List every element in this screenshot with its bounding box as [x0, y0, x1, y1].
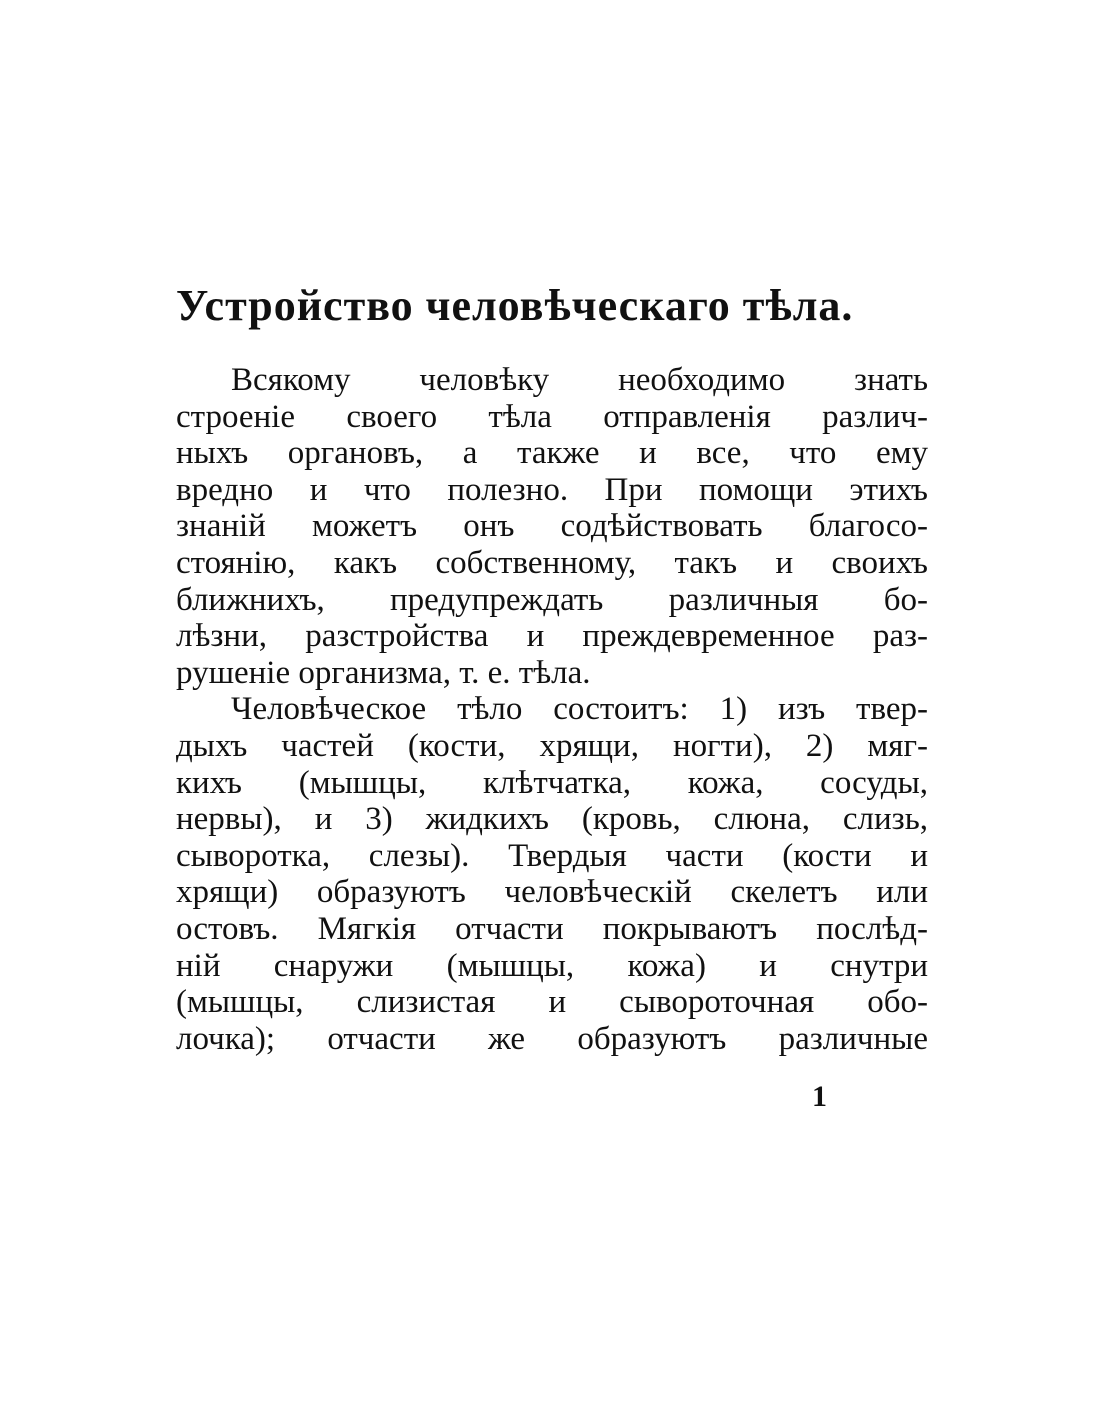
- text-line: дыхъ частей (кости, хрящи, ногти), 2) мяг-: [176, 727, 928, 764]
- text-line: лѣзни, разстройства и преждевременное раз-: [176, 618, 928, 655]
- text-line: знаній можетъ онъ содѣйствовать благосо-: [176, 508, 928, 545]
- text-line: нервы), и 3) жидкихъ (кровь, слюна, слизь,: [176, 801, 928, 838]
- text-line: строеніе своего тѣла отправленія различ-: [176, 398, 928, 435]
- text-line: стоянію, какъ собственному, такъ и своихъ: [176, 544, 928, 581]
- text-line: рушеніе организма, т. е. тѣла.: [176, 654, 591, 691]
- text-line: ближнихъ, предупреждать различныя бо-: [176, 581, 928, 618]
- text-line: Всякому человѣку необходимо знать: [231, 362, 928, 398]
- text-line: лочка); отчасти же образуютъ различные: [176, 1020, 928, 1057]
- text-line: кихъ (мышцы, клѣтчатка, кожа, сосуды,: [176, 764, 928, 801]
- paragraph-1: [176, 362, 928, 691]
- text-line: остовъ. Мягкія отчасти покрываютъ послѣд-: [176, 910, 928, 947]
- body-text: [176, 362, 928, 1057]
- text-line: ныхъ органовъ, а также и все, что ему: [176, 435, 928, 472]
- signature-mark: 1: [812, 1080, 827, 1113]
- text-line: ній снаружи (мышцы, кожа) и снутри: [176, 947, 928, 984]
- text-line: хрящи) образуютъ человѣческій скелетъ или: [176, 874, 928, 911]
- text-line: (мышцы, слизистая и сывороточная обо-: [176, 984, 928, 1021]
- text-line: вредно и что полезно. При помощи этихъ: [176, 471, 928, 508]
- paragraph-2: [176, 691, 928, 1057]
- text-line: Человѣческое тѣло состоитъ: 1) изъ твер-: [231, 691, 928, 728]
- text-line: сыворотка, слезы). Твердыя части (кости и: [176, 837, 928, 874]
- page-title: Устройство человѣческаго тѣла.: [176, 281, 854, 330]
